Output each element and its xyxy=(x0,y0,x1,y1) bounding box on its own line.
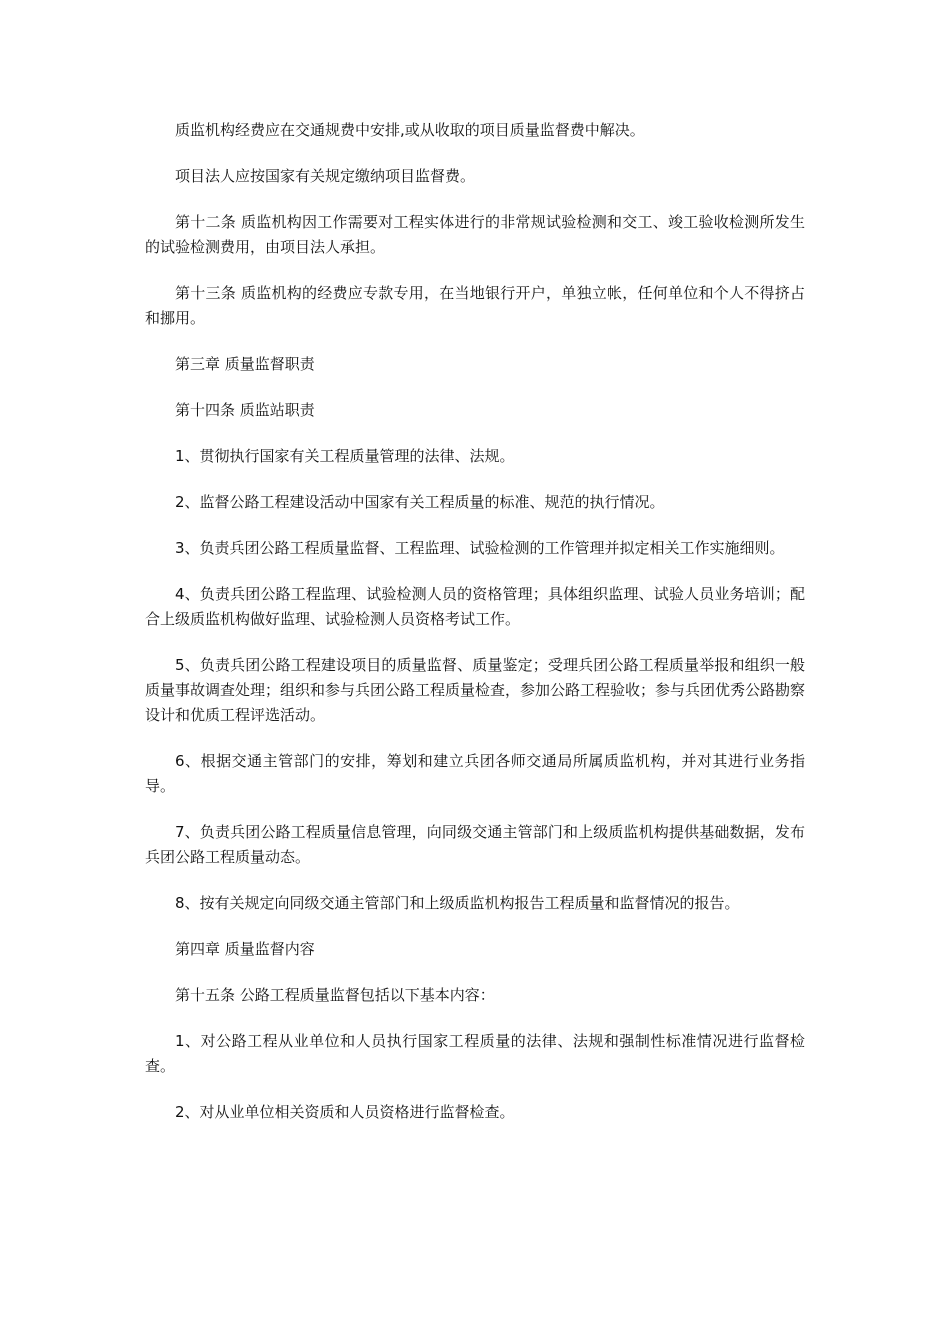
article-12-paragraph: 第十二条 质监机构因工作需要对工程实体进行的非常规试验检测和交工、竣工验收检测所发生的试验检测费用，由项目法人承担。 xyxy=(145,213,805,256)
chapter-3-heading: 第三章 质量监督职责 xyxy=(175,355,315,373)
article-13-paragraph: 第十三条 质监机构的经费应专款专用，在当地银行开户，单独立帐，任何单位和个人不得挤占和挪用。 xyxy=(145,284,805,327)
list-item: 8、按有关规定向同级交通主管部门和上级质监机构报告工程质量和监督情况的报告。 xyxy=(175,894,740,912)
list-item: 7、负责兵团公路工程质量信息管理，向同级交通主管部门和上级质监机构提供基础数据，发布兵团公路工程质量动态。 xyxy=(145,823,805,866)
list-item: 1、对公路工程从业单位和人员执行国家工程质量的法律、法规和强制性标准情况进行监督检查。 xyxy=(145,1032,805,1075)
paragraph: 质监机构经费应在交通规费中安排,或从收取的项目质量监督费中解决。 xyxy=(175,121,645,139)
paragraph: 项目法人应按国家有关规定缴纳项目监督费。 xyxy=(175,167,476,185)
article-15-heading: 第十五条 公路工程质量监督包括以下基本内容： xyxy=(175,986,495,1004)
list-item: 5、负责兵团公路工程建设项目的质量监督、质量鉴定；受理兵团公路工程质量举报和组织一般质量事故调查处理；组织和参与兵团公路工程质量检查，参加公路工程验收；参与兵团优秀公路勘察设计和优质工程评选活动。 xyxy=(145,656,806,724)
list-item: 2、对从业单位相关资质和人员资格进行监督检查。 xyxy=(175,1103,515,1121)
list-item: 6、根据交通主管部门的安排，筹划和建立兵团各师交通局所属质监机构，并对其进行业务指导。 xyxy=(145,752,805,795)
article-14-heading: 第十四条 质监站职责 xyxy=(175,401,315,419)
list-item: 4、负责兵团公路工程监理、试验检测人员的资格管理；具体组织监理、试验人员业务培训；配合上级质监机构做好监理、试验检测人员资格考试工作。 xyxy=(145,585,805,628)
list-item: 1、贯彻执行国家有关工程质量管理的法律、法规。 xyxy=(175,447,515,465)
list-item: 2、监督公路工程建设活动中国家有关工程质量的标准、规范的执行情况。 xyxy=(175,493,665,511)
chapter-4-heading: 第四章 质量监督内容 xyxy=(175,940,315,958)
document-body xyxy=(145,118,805,1146)
list-item: 3、负责兵团公路工程质量监督、工程监理、试验检测的工作管理并拟定相关工作实施细则。 xyxy=(175,539,785,557)
